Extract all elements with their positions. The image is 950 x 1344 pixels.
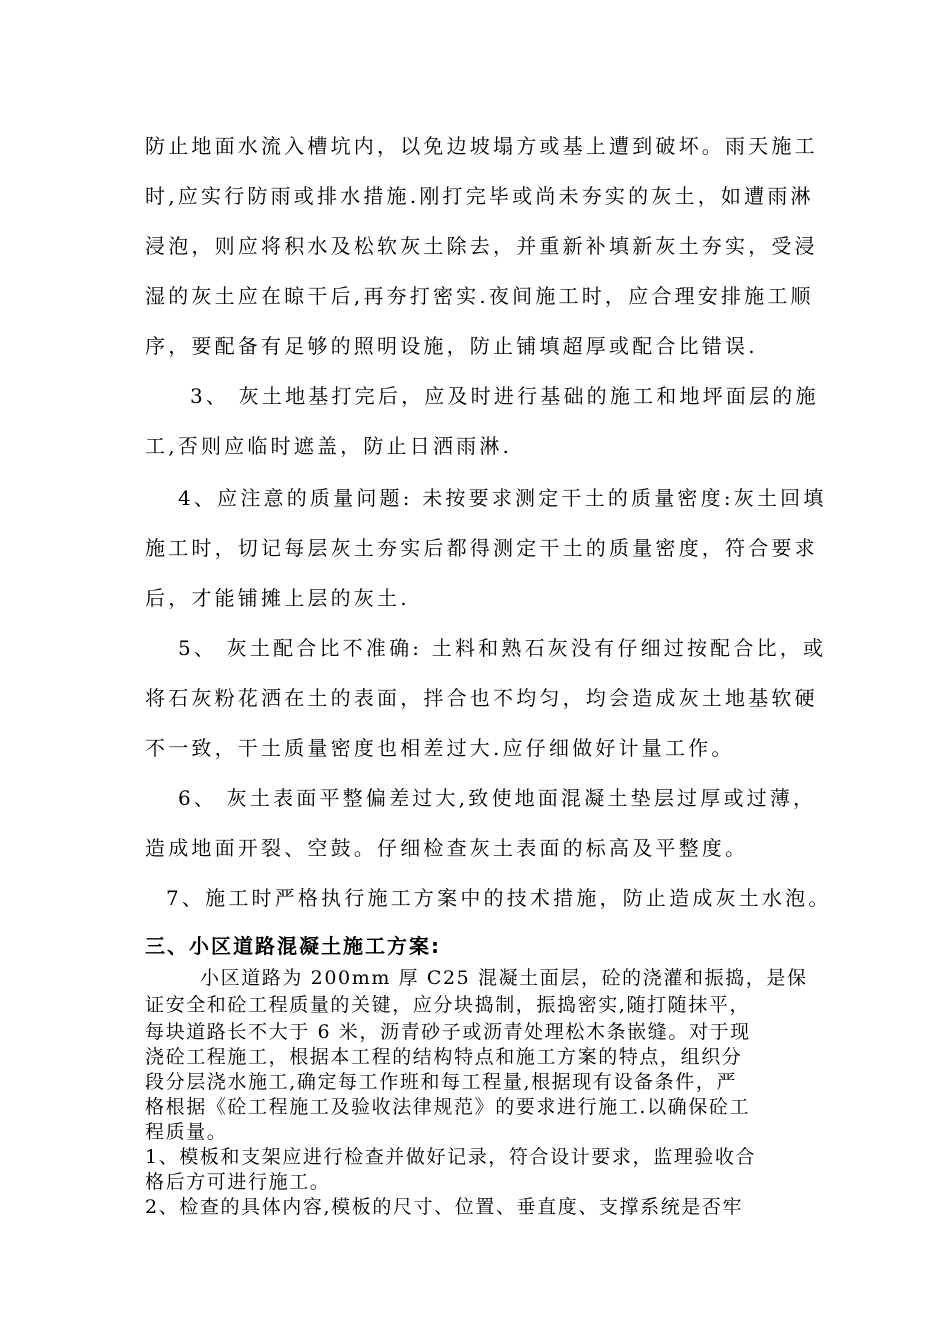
item-3-line: 3、 灰土地基打完后，应及时进行基础的施工和地坪面层的施 xyxy=(190,384,819,408)
text-line: 浸泡，则应将积水及松软灰土除去，并重新补填新灰土夯实，受浸 xyxy=(145,234,818,258)
section-heading: 三、小区道路混凝土施工方案: xyxy=(145,934,441,958)
text-line: 造成地面开裂、空鼓。仔细检查灰土表面的标高及平整度。 xyxy=(145,836,749,860)
text-line: 格后方可进行施工。 xyxy=(145,1171,331,1193)
text-line: 证安全和砼工程质量的关键，应分块捣制，振捣密实,随打随抹平， xyxy=(145,994,751,1016)
item-6-line: 6、 灰土表面平整偏差过大,致使地面混凝土垫层过厚或过薄， xyxy=(178,786,817,810)
text-line: 工,否则应临时遮盖，防止日洒雨淋. xyxy=(145,434,513,458)
text-line: 1、模板和支架应进行检查并做好记录，符合设计要求，监理验收合 xyxy=(145,1146,757,1168)
text-line: 2、检查的具体内容,模板的尺寸、位置、垂直度、支撑系统是否牢 xyxy=(145,1196,744,1218)
text-line: 湿的灰土应在晾干后,再夯打密实.夜间施工时，应合理安排施工顺 xyxy=(145,284,814,308)
item-7-line: 7、施工时严格执行施工方案中的技术措施，防止造成灰土水泡。 xyxy=(166,886,832,910)
text-line: 浇砼工程施工，根据本工程的结构特点和施工方案的特点，组织分 xyxy=(145,1046,743,1068)
item-5-line: 5、 灰土配合比不准确: 土料和熟石灰没有仔细过按配合比，或 xyxy=(178,636,827,660)
text-line: 序，要配备有足够的照明设施，防止铺填超厚或配合比错误. xyxy=(145,334,758,358)
text-line: 时,应实行防雨或排水措施.刚打完毕或尚未夯实的灰土，如遭雨淋 xyxy=(145,184,814,208)
text-line: 小区道路为 200mm 厚 C25 混凝土面层，砼的浇灌和振捣，是保 xyxy=(200,967,808,989)
text-line: 不一致，干土质量密度也相差过大.应仔细做好计量工作。 xyxy=(145,736,735,760)
text-line: 防止地面水流入槽坑内，以免边坡塌方或基上遭到破坏。雨天施工 xyxy=(145,134,818,158)
text-line: 将石灰粉花洒在土的表面，拌合也不均匀，均会造成灰土地基软硬 xyxy=(145,686,818,710)
text-line: 后，才能铺摊上层的灰土. xyxy=(145,586,410,610)
text-line: 段分层浇水施工,确定每工作班和每工程量,根据现有设备条件，严 xyxy=(145,1071,738,1093)
text-line: 格根据《砼工程施工及验收法律规范》的要求进行施工.以确保砼工 xyxy=(145,1096,751,1118)
text-line: 每块道路长不大于 6 米，沥青砂子或沥青处理松木条嵌缝。对于现 xyxy=(145,1021,751,1043)
text-line: 施工时，切记每层灰土夯实后都得测定干土的质量密度，符合要求 xyxy=(145,536,818,560)
item-4-line: 4、应注意的质量问题: 未按要求测定干土的质量密度:灰土回填 xyxy=(178,486,827,510)
text-line: 程质量。 xyxy=(145,1121,228,1143)
